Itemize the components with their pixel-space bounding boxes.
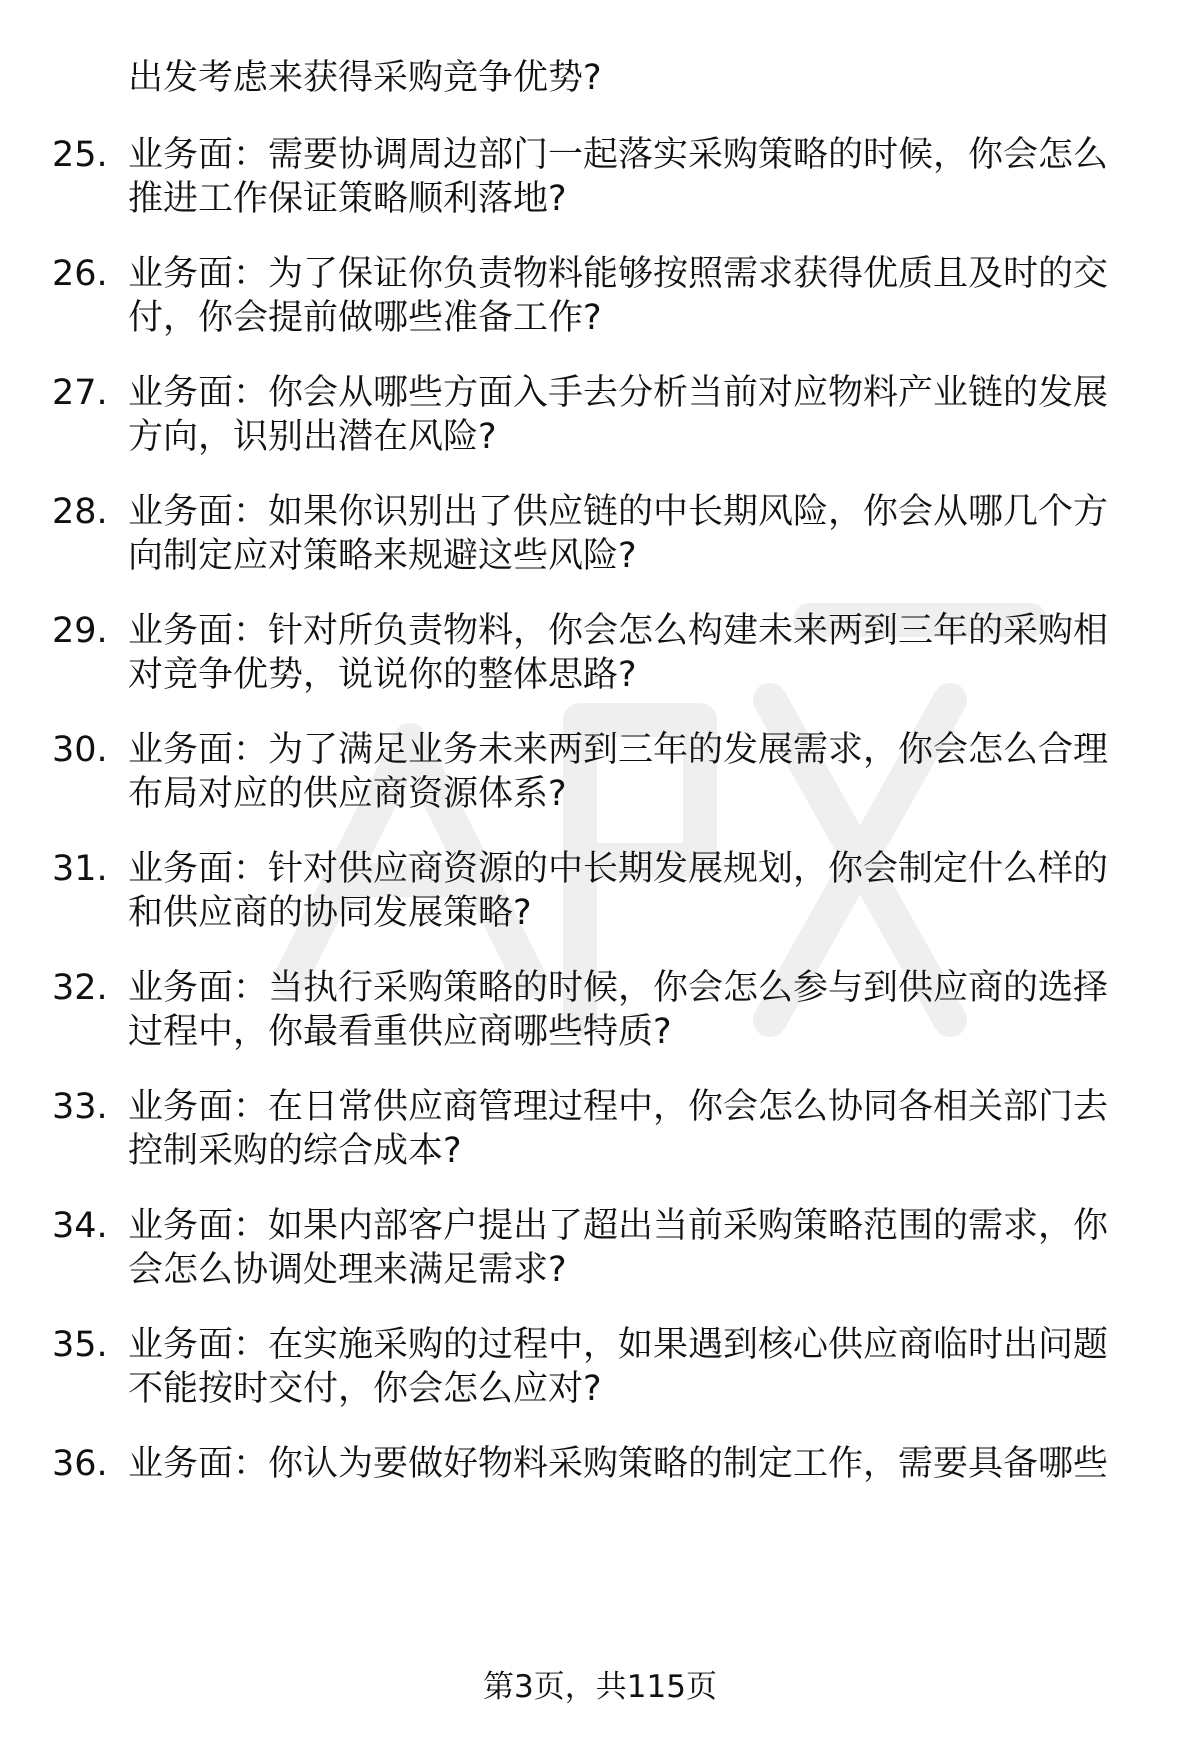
- item-text-line: 方向，识别出潜在风险?: [128, 417, 497, 457]
- item-number: 31.: [52, 849, 108, 889]
- item-text-line: 业务面：为了保证你负责物料能够按照需求获得优质且及时的交: [128, 254, 1109, 294]
- item-text-line: 不能按时交付，你会怎么应对?: [128, 1369, 602, 1409]
- item-number: 28.: [52, 492, 108, 532]
- page-footer: [0, 1665, 1200, 1709]
- item-text-line: 业务面：你认为要做好物料采购策略的制定工作，需要具备哪些: [128, 1444, 1109, 1484]
- item-number: 35.: [52, 1325, 108, 1365]
- item-text-line: 业务面：在日常供应商管理过程中，你会怎么协同各相关部门去: [128, 1087, 1109, 1127]
- item-text-line: 业务面：如果内部客户提出了超出当前采购策略范围的需求，你: [128, 1206, 1109, 1246]
- item-text-line: 业务面：为了满足业务未来两到三年的发展需求，你会怎么合理: [128, 730, 1109, 770]
- item-text-line: 过程中，你最看重供应商哪些特质?: [128, 1012, 672, 1052]
- item-text-line: 向制定应对策略来规避这些风险?: [128, 536, 637, 576]
- item-text-line: 业务面：针对所负责物料，你会怎么构建未来两到三年的采购相: [128, 611, 1109, 651]
- item-text-line: 控制采购的综合成本?: [128, 1131, 462, 1171]
- item-number: 33.: [52, 1087, 108, 1127]
- item-text-line: 付，你会提前做哪些准备工作?: [128, 298, 602, 338]
- item-text-line: 业务面：你会从哪些方面入手去分析当前对应物料产业链的发展: [128, 373, 1109, 413]
- item-number: 25.: [52, 135, 108, 175]
- item-number: 26.: [52, 254, 108, 294]
- item-number: 36.: [52, 1444, 108, 1484]
- item-text-line: 业务面：在实施采购的过程中，如果遇到核心供应商临时出问题: [128, 1325, 1109, 1365]
- item-number: 34.: [52, 1206, 108, 1246]
- item-text-line: 推进工作保证策略顺利落地?: [128, 179, 567, 219]
- item-text-line: 和供应商的协同发展策略?: [128, 893, 532, 933]
- item-number: 32.: [52, 968, 108, 1008]
- item-text-line: 对竞争优势，说说你的整体思路?: [128, 655, 637, 695]
- item-text-line: 业务面：如果你识别出了供应链的中长期风险，你会从哪几个方: [128, 492, 1109, 532]
- item-text-line: 业务面：当执行采购策略的时候，你会怎么参与到供应商的选择: [128, 968, 1109, 1008]
- item-number: 27.: [52, 373, 108, 413]
- item-number: 29.: [52, 611, 108, 651]
- item-text-line: 布局对应的供应商资源体系?: [128, 774, 567, 814]
- page-number-label: 第3页，共115页: [483, 1669, 717, 1705]
- item-text-line: 会怎么协调处理来满足需求?: [128, 1250, 567, 1290]
- item-number: 30.: [52, 730, 108, 770]
- item-text-line: 业务面：需要协调周边部门一起落实采购策略的时候，你会怎么: [128, 135, 1109, 175]
- item-text-line: 业务面：针对供应商资源的中长期发展规划，你会制定什么样的: [128, 849, 1109, 889]
- continuation-text: 出发考虑来获得采购竞争优势?: [128, 58, 602, 98]
